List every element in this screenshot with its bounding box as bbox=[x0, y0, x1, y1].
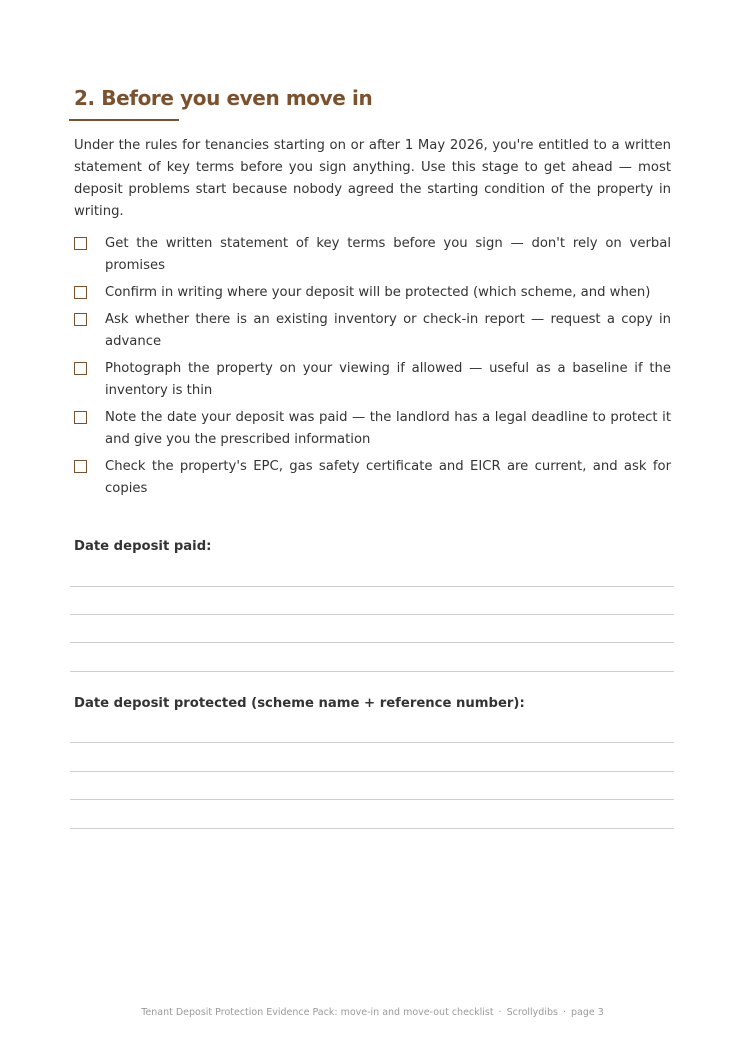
footer-brand: Scrollydibs bbox=[506, 1007, 558, 1018]
page-footer bbox=[0, 1007, 745, 1018]
checklist-item bbox=[74, 309, 671, 353]
checkbox[interactable] bbox=[74, 411, 87, 424]
checklist-item-label: Ask whether there is an existing inventory or check-in report — request a copy in advance bbox=[105, 312, 671, 349]
footer-separator: · bbox=[562, 1007, 566, 1018]
checklist-item-label: Check the property's EPC, gas safety certificate and EICR are current, and ask for copies bbox=[105, 459, 671, 496]
checklist-item-label: Photograph the property on your viewing if allowed — useful as a baseline if the inventory is thin bbox=[105, 361, 671, 398]
checklist-item bbox=[74, 282, 671, 304]
date-protected-label: Date deposit protected (scheme name + reference number): bbox=[74, 696, 525, 711]
date-paid-write-line[interactable] bbox=[70, 671, 674, 672]
date-protected-write-line[interactable] bbox=[70, 799, 674, 800]
title-underline bbox=[69, 119, 179, 121]
checkbox[interactable] bbox=[74, 362, 87, 375]
checkbox[interactable] bbox=[74, 460, 87, 473]
section-title: 2. Before you even move in bbox=[74, 86, 373, 110]
checklist-item bbox=[74, 358, 671, 402]
footer-separator: · bbox=[498, 1007, 502, 1018]
checklist-item bbox=[74, 233, 671, 277]
checklist-item bbox=[74, 456, 671, 500]
date-protected-write-line[interactable] bbox=[70, 742, 674, 743]
date-protected-write-line[interactable] bbox=[70, 828, 674, 829]
intro-paragraph: Under the rules for tenancies starting on or after 1 May 2026, you're entitled to a written statement of key terms before you sign anything. Use this stage to get ahead — most deposit problems start because nobody agreed the starting condition of the property in writing. bbox=[74, 138, 671, 219]
date-paid-label: Date deposit paid: bbox=[74, 539, 212, 554]
checkbox[interactable] bbox=[74, 286, 87, 299]
checkbox[interactable] bbox=[74, 313, 87, 326]
date-paid-write-line[interactable] bbox=[70, 586, 674, 587]
date-paid-write-line[interactable] bbox=[70, 642, 674, 643]
footer-page-number: page 3 bbox=[570, 1007, 604, 1018]
footer-doc-title: Tenant Deposit Protection Evidence Pack: move-in and move-out checklist bbox=[141, 1007, 494, 1018]
checklist bbox=[74, 233, 671, 505]
checklist-item bbox=[74, 407, 671, 451]
date-protected-write-line[interactable] bbox=[70, 771, 674, 772]
checklist-item-label: Note the date your deposit was paid — the landlord has a legal deadline to protect it and give you the prescribed information bbox=[105, 410, 671, 447]
date-paid-write-line[interactable] bbox=[70, 614, 674, 615]
checklist-item-label: Get the written statement of key terms before you sign — don't rely on verbal promises bbox=[105, 236, 671, 273]
checklist-item-label: Confirm in writing where your deposit will be protected (which scheme, and when) bbox=[105, 285, 651, 300]
checkbox[interactable] bbox=[74, 237, 87, 250]
